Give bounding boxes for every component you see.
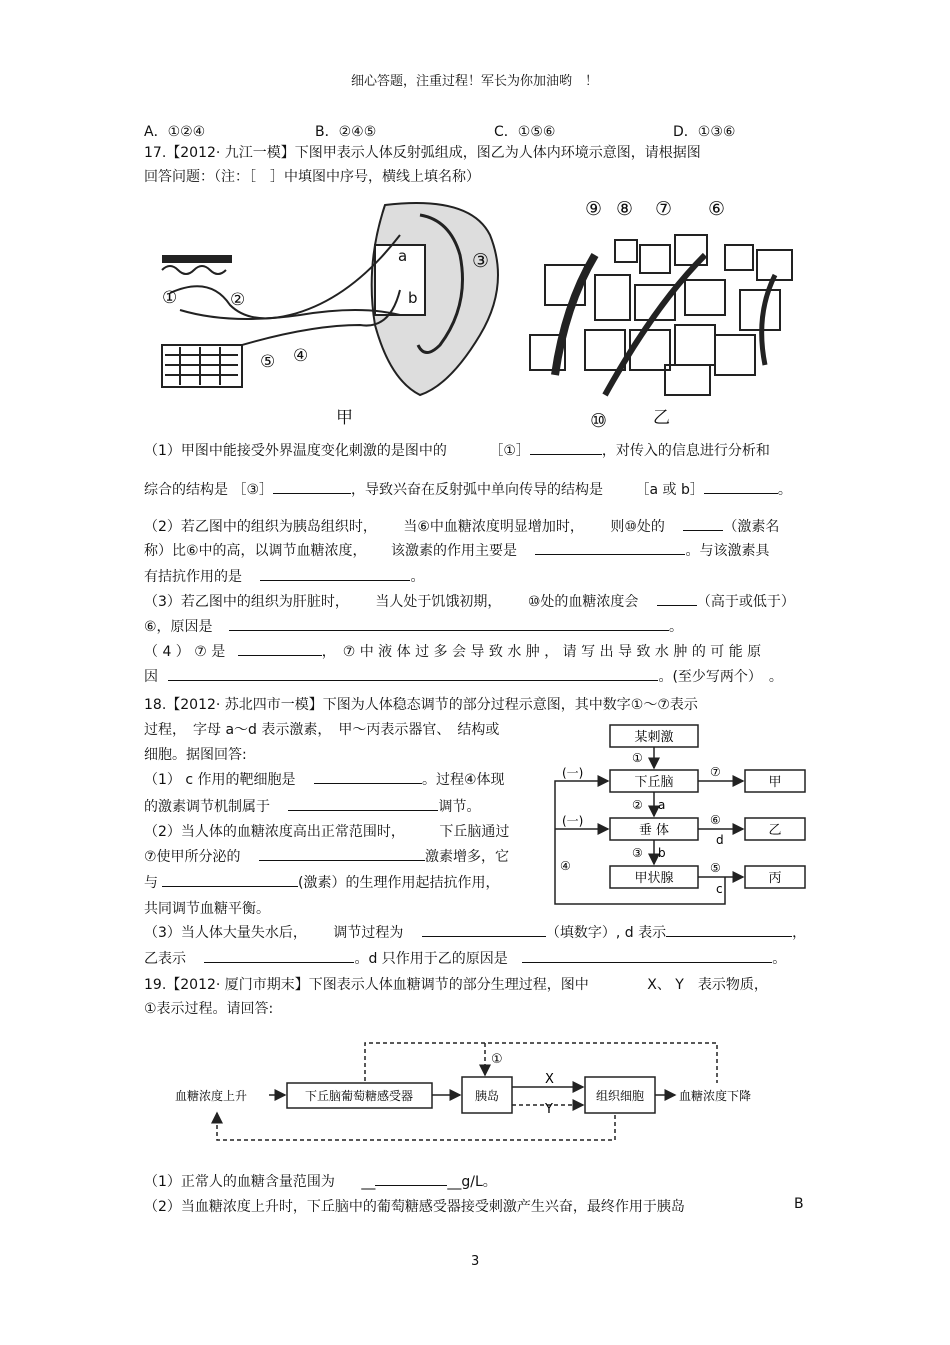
box-yi: 乙: [768, 823, 782, 838]
q18-l7b: (激素）的生理作用起拮抗作用，: [298, 875, 500, 891]
q19-p1b: __: [361, 1174, 376, 1190]
q17-p3e: ⑥，原因是: [144, 619, 213, 635]
step-3: ③: [632, 846, 643, 860]
q18-line-1: 过程， 字母 a～d 表示激素， 甲～丙表示器官、 结构或: [144, 722, 500, 738]
q18-l5a: （2）当人体的血糖浓度高出正常范围时，: [144, 824, 405, 840]
q17-title: 17.【2012· 九江一模】下图甲表示人体反射弧组成，图乙为人体内环境示意图，请根据图: [144, 145, 701, 161]
blank-4-2[interactable]: [168, 666, 658, 681]
hormone-b: b: [658, 846, 666, 860]
blank-18-4[interactable]: [162, 872, 298, 887]
hormone-regulation-diagram: [550, 720, 815, 910]
start-label: 血糖浓度上升: [175, 1089, 248, 1103]
q17-p1a: （1）甲图中能接受外界温度变化刺激的是图中的: [144, 443, 447, 459]
step-4: ④: [560, 859, 571, 873]
q18-l9c: （填数字）, d 表示: [545, 925, 667, 941]
q19-title: 19.【2012· 厦门市期末】下图表示人体血糖调节的部分生理过程，图中: [144, 977, 589, 993]
q17-p2g: 。与该激素具: [685, 543, 770, 559]
box-pituitary: 垂 体: [638, 823, 670, 838]
blank-2-3[interactable]: [260, 566, 410, 581]
q17-p2e: 称）比⑥中的高，以调节血糖浓度，: [144, 543, 367, 559]
q18-line-8: 共同调节血糖平衡。: [144, 901, 270, 917]
step-2: ②: [632, 798, 643, 812]
substance-y: Y: [545, 1102, 553, 1117]
q19-p1a: （1）正常人的血糖含量范围为: [144, 1174, 335, 1190]
label-7: ⑦: [655, 198, 673, 220]
q17-p3f: 。: [669, 619, 684, 635]
q17-p1d: 综合的结构是 ［③］: [144, 482, 274, 498]
blank-18-1[interactable]: [314, 769, 422, 784]
q18-l5b: 下丘脑通过: [439, 824, 510, 840]
page-number: 3: [471, 1254, 480, 1269]
step-6: ⑥: [710, 813, 721, 827]
option-b: B．②④⑤: [315, 124, 377, 140]
box-receptor: 下丘脑葡萄糖感受器: [304, 1089, 414, 1103]
option-d: D．①③⑥: [673, 124, 736, 140]
label-1: ①: [162, 288, 178, 308]
feedback-neg-2: (一): [562, 814, 584, 828]
option-a: A．①②④: [144, 124, 206, 140]
process-1: ①: [491, 1052, 503, 1067]
label-10: ⑩: [590, 410, 608, 430]
q17-p4c: 因: [144, 669, 158, 685]
q17-p3b: 当人处于饥饿初期，: [375, 594, 502, 610]
hormone-a: a: [658, 798, 666, 812]
blank-2-1[interactable]: [683, 516, 723, 531]
end-label: 血糖浓度下降: [679, 1089, 752, 1103]
label-a: a: [398, 247, 408, 265]
blood-sugar-diagram: [175, 1035, 780, 1145]
box-bing: 丙: [768, 871, 782, 886]
hormone-c: c: [716, 882, 723, 896]
label-6: ⑥: [708, 198, 726, 220]
q18-l10b: 。d 只作用于乙的原因是: [354, 951, 508, 967]
box-stimulus: 某刺激: [634, 730, 674, 745]
blank-18-5[interactable]: [422, 922, 546, 937]
q18-l4a: 的激素调节机制属于: [144, 799, 270, 815]
figure-caption-yi: 乙: [653, 408, 670, 428]
q18-l6b: 激素增多，它: [425, 849, 510, 865]
q17-p2f: 该激素的作用主要是: [391, 543, 518, 559]
step-5: ⑤: [710, 861, 721, 875]
blank-2-2[interactable]: [535, 540, 685, 555]
q18-l4b: 调节。: [438, 799, 481, 815]
q19-p2b: B: [794, 1196, 804, 1212]
blank-1-3[interactable]: [704, 479, 778, 494]
q18-l10c: 。: [772, 951, 787, 967]
q18-l10a: 乙表示: [144, 951, 186, 967]
blank-3-2[interactable]: [229, 616, 669, 631]
blank-18-8[interactable]: [522, 948, 772, 963]
q17-p3c: ⑩处的血糖浓度会: [527, 594, 639, 610]
blank-19-1[interactable]: [375, 1171, 447, 1186]
label-b: b: [408, 289, 418, 307]
q17-p4a: （ 4 ） ⑦ 是: [144, 644, 226, 660]
q17-title-2: 回答问题：（注：［ ］中填图中序号，横线上填名称）: [144, 169, 480, 185]
q18-l9b: 调节过程为: [333, 925, 404, 941]
blank-18-7[interactable]: [204, 948, 354, 963]
internal-environment-figure: [525, 195, 805, 430]
substance-x: X: [545, 1072, 554, 1087]
label-3: ③: [472, 250, 490, 272]
q17-p4b: ， ⑦ 中 液 体 过 多 会 导 致 水 肿 ， 请 写 出 导 致 水 肿 的 可 能 原: [321, 644, 762, 660]
q19-title-b: X、 Y 表示物质，: [647, 977, 768, 993]
label-2: ②: [230, 290, 246, 310]
q17-p2c: 则⑩处的: [610, 519, 665, 535]
q18-l9d: ，: [792, 925, 807, 941]
q17-p1c: ，对传入的信息进行分析和: [601, 443, 770, 459]
label-9: ⑨: [585, 198, 603, 220]
q18-l7a: 与: [144, 875, 158, 891]
q17-p4d: 。(至少写两个） 。: [658, 669, 783, 685]
box-islet: 胰岛: [474, 1089, 500, 1103]
q17-p3d: （高于或低于）: [696, 594, 795, 610]
q19-p1c: __g/L。: [447, 1174, 497, 1190]
q17-p3a: （3）若乙图中的组织为肝脏时，: [144, 594, 349, 610]
q17-p2d: （激素名: [723, 519, 780, 535]
blank-1-2[interactable]: [273, 479, 351, 494]
q18-title: 18.【2012· 苏北四市一模】下图为人体稳态调节的部分过程示意图，其中数字①～⑦表示: [144, 697, 698, 713]
blank-18-6[interactable]: [666, 922, 792, 937]
q19-title-2: ①表示过程。请回答:: [144, 1001, 274, 1017]
option-c: C．①⑤⑥: [494, 124, 556, 140]
q17-p1b: ［①］: [489, 443, 530, 459]
blank-18-2[interactable]: [288, 796, 438, 811]
q19-p2: （2）当血糖浓度上升时，下丘脑中的葡萄糖感受器接受刺激产生兴奋，最终作用于胰岛: [144, 1199, 685, 1215]
hormone-d: d: [716, 833, 724, 847]
q17-p2b: 当⑥中血糖浓度明显增加时，: [403, 519, 584, 535]
reflex-arc-figure: [150, 195, 510, 430]
q18-line-2: 细胞。据图回答:: [144, 747, 247, 763]
q17-p2h: 有拮抗作用的是: [144, 569, 242, 585]
box-tissue: 组织细胞: [595, 1089, 645, 1103]
label-4: ④: [293, 346, 309, 366]
label-8: ⑧: [616, 198, 634, 220]
q18-l9a: （3）当人体大量失水后，: [144, 925, 307, 941]
box-thyroid: 甲状腺: [634, 871, 674, 886]
blank-4-1[interactable]: [238, 641, 322, 656]
q17-p1f: ［a 或 b］: [635, 482, 704, 498]
step-1: ①: [632, 751, 643, 765]
q17-p2a: （2）若乙图中的组织为胰岛组织时，: [144, 519, 377, 535]
q17-p2i: 。: [410, 569, 425, 585]
blank-1-1[interactable]: [530, 440, 602, 455]
label-5: ⑤: [260, 352, 276, 372]
q18-l3b: 。过程④体现: [421, 772, 505, 788]
step-7: ⑦: [710, 765, 721, 779]
feedback-neg-1: (一): [562, 766, 584, 780]
q17-p1g: 。: [777, 482, 792, 498]
figure-caption-jia: 甲: [336, 408, 353, 428]
page-header: 细心答题，注重过程！军长为你加油哟 ！: [351, 74, 599, 89]
blank-3-1[interactable]: [657, 591, 697, 606]
box-hypothalamus: 下丘脑: [634, 775, 674, 790]
q17-p1e: ，导致兴奋在反射弧中单向传导的结构是: [351, 482, 604, 498]
q18-l6a: ⑦使甲所分泌的: [144, 849, 241, 865]
q18-l3a: （1） c 作用的靶细胞是: [144, 772, 296, 788]
box-jia: 甲: [768, 775, 782, 790]
blank-18-3[interactable]: [259, 846, 425, 861]
